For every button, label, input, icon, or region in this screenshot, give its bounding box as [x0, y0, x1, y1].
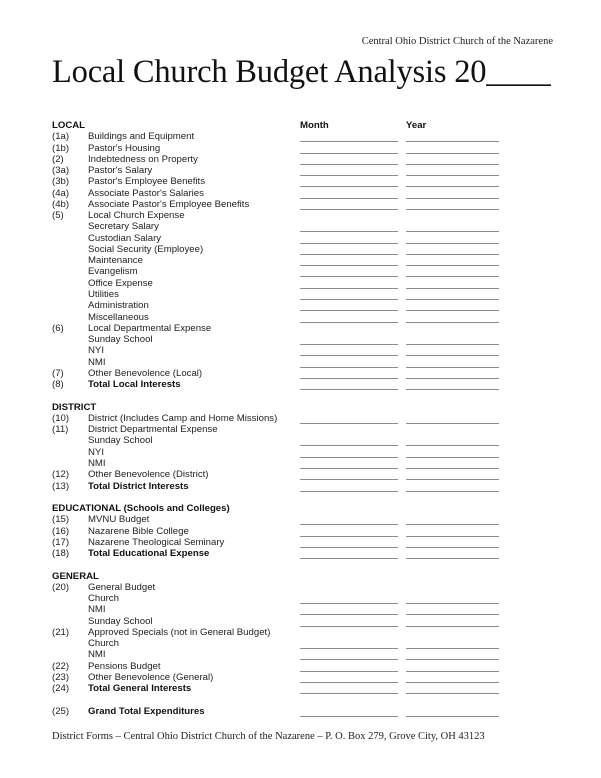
- item-number: (10): [52, 412, 70, 424]
- item-label: Indebtedness on Property: [88, 153, 198, 165]
- item-number: (3a): [52, 165, 70, 177]
- item-label: Nazarene Theological Seminary: [88, 536, 225, 548]
- page-title: Local Church Budget Analysis 20____: [52, 54, 551, 90]
- item-label: Church: [88, 638, 119, 650]
- section-heading: GENERAL: [52, 570, 99, 582]
- month-column-header: Month: [300, 120, 329, 131]
- item-label: Social Security (Employee): [88, 243, 204, 255]
- budget-row: [52, 548, 512, 559]
- item-label: Total General Interests: [88, 683, 192, 695]
- item-label: Total Educational Expense: [88, 548, 210, 560]
- budget-row: [52, 199, 512, 210]
- budget-row: [52, 289, 512, 300]
- budget-row: [52, 176, 512, 187]
- section-heading: DISTRICT: [52, 401, 97, 413]
- budget-row: [52, 447, 512, 458]
- item-number: (20): [52, 581, 70, 593]
- item-label: Associate Pastor's Salaries: [88, 187, 204, 199]
- item-label: Total District Interests: [88, 480, 189, 492]
- budget-row: [52, 143, 512, 154]
- item-number: (16): [52, 525, 70, 537]
- budget-row: [52, 188, 512, 199]
- item-number: (6): [52, 322, 64, 334]
- section-heading-row: [52, 503, 512, 514]
- item-number: (8): [52, 379, 64, 391]
- budget-row: [52, 154, 512, 165]
- budget-row: [52, 255, 512, 266]
- budget-row: [52, 131, 512, 142]
- item-label: Secretary Salary: [88, 221, 159, 233]
- section-spacer: [52, 390, 512, 401]
- budget-row: [52, 593, 512, 604]
- item-label: Local Departmental Expense: [88, 322, 212, 334]
- budget-row: [52, 458, 512, 469]
- budget-row: [52, 210, 512, 221]
- item-number: (11): [52, 424, 69, 436]
- budget-row: [52, 300, 512, 311]
- budget-form: [52, 120, 512, 717]
- budget-row: [52, 616, 512, 627]
- organization-name: Central Ohio District Church of the Nazarene: [361, 36, 553, 47]
- section-heading: EDUCATIONAL (Schools and Colleges): [52, 503, 230, 515]
- item-label: NMI: [88, 604, 106, 616]
- item-label: Other Benevolence (Local): [88, 367, 203, 379]
- item-label: General Budget: [88, 581, 156, 593]
- item-label: Church: [88, 593, 119, 605]
- item-label: Grand Total Expenditures: [88, 705, 205, 717]
- budget-row: [52, 312, 512, 323]
- item-label: District Departmental Expense: [88, 424, 218, 436]
- item-number: (18): [52, 548, 70, 560]
- budget-row: [52, 537, 512, 548]
- item-label: Nazarene Bible College: [88, 525, 189, 537]
- budget-row: [52, 604, 512, 615]
- item-number: (4b): [52, 198, 70, 210]
- section-heading-row: [52, 402, 512, 413]
- item-label: Buildings and Equipment: [88, 131, 195, 143]
- budget-row: [52, 627, 512, 638]
- item-number: (23): [52, 672, 70, 684]
- item-number: (12): [52, 469, 70, 481]
- budget-row: [52, 526, 512, 537]
- item-label: NYI: [88, 345, 104, 357]
- item-number: (21): [52, 626, 70, 638]
- year-entry-line[interactable]: [406, 716, 499, 717]
- footer-text: District Forms – Central Ohio District Church of the Nazarene – P. O. Box 279, Grove City, OH 43123: [52, 731, 485, 742]
- budget-row: [52, 334, 512, 345]
- budget-row: [52, 661, 512, 672]
- item-number: (17): [52, 536, 70, 548]
- budget-row: [52, 481, 512, 492]
- item-label: Pastor's Employee Benefits: [88, 176, 206, 188]
- section-heading-row: [52, 571, 512, 582]
- item-number: (7): [52, 367, 64, 379]
- item-label: Local Church Expense: [88, 210, 185, 222]
- budget-row: [52, 683, 512, 694]
- item-label: MVNU Budget: [88, 514, 150, 526]
- item-number: (25): [52, 705, 70, 717]
- budget-row: [52, 221, 512, 232]
- item-label: Miscellaneous: [88, 311, 149, 323]
- item-label: Sunday School: [88, 334, 153, 346]
- item-label: Pensions Budget: [88, 660, 161, 672]
- item-number: (2): [52, 153, 64, 165]
- item-number: (1b): [52, 142, 70, 154]
- item-number: (5): [52, 210, 64, 222]
- budget-row: [52, 357, 512, 368]
- item-number: (3b): [52, 176, 70, 188]
- item-label: Other Benevolence (District): [88, 469, 209, 481]
- month-entry-line[interactable]: [300, 716, 398, 717]
- item-label: NMI: [88, 649, 106, 661]
- budget-row: [52, 649, 512, 660]
- item-label: Associate Pastor's Employee Benefits: [88, 198, 250, 210]
- item-label: NMI: [88, 457, 106, 469]
- budget-row: [52, 413, 512, 424]
- budget-row: [52, 424, 512, 435]
- item-number: (13): [52, 480, 70, 492]
- section-spacer: [52, 492, 512, 503]
- section-heading: LOCAL: [52, 120, 86, 131]
- budget-row: [52, 379, 512, 390]
- item-label: NYI: [88, 446, 104, 458]
- item-label: Pastor's Housing: [88, 142, 161, 154]
- budget-row: [52, 278, 512, 289]
- budget-row: [52, 435, 512, 446]
- budget-row: [52, 469, 512, 480]
- item-label: District (Includes Camp and Home Missions): [88, 412, 278, 424]
- item-number: (4a): [52, 187, 70, 199]
- budget-row: [52, 672, 512, 683]
- section-heading-row: [52, 120, 512, 131]
- item-number: (24): [52, 683, 70, 695]
- budget-row: [52, 368, 512, 379]
- grand-total-row: [52, 706, 512, 717]
- budget-row: [52, 514, 512, 525]
- budget-row: [52, 233, 512, 244]
- budget-row: [52, 345, 512, 356]
- budget-row: [52, 323, 512, 334]
- budget-row: [52, 638, 512, 649]
- budget-row: [52, 165, 512, 176]
- budget-row: [52, 582, 512, 593]
- section-spacer: [52, 559, 512, 570]
- item-number: (22): [52, 660, 70, 672]
- item-label: NMI: [88, 356, 106, 368]
- item-label: Other Benevolence (General): [88, 672, 214, 684]
- budget-row: [52, 266, 512, 277]
- item-number: (15): [52, 514, 70, 526]
- item-label: Total Local Interests: [88, 379, 181, 391]
- item-label: Sunday School: [88, 615, 153, 627]
- item-label: Office Expense: [88, 277, 153, 289]
- item-label: Custodian Salary: [88, 232, 162, 244]
- section-spacer: [52, 695, 512, 706]
- item-label: Evangelism: [88, 266, 138, 278]
- item-label: Pastor's Salary: [88, 165, 153, 177]
- item-number: (1a): [52, 131, 70, 143]
- item-label: Maintenance: [88, 255, 143, 267]
- item-label: Utilities: [88, 288, 119, 300]
- budget-row: [52, 244, 512, 255]
- item-label: Administration: [88, 300, 149, 312]
- item-label: Sunday School: [88, 435, 153, 447]
- item-label: Approved Specials (not in General Budget): [88, 626, 271, 638]
- year-column-header: Year: [406, 120, 427, 131]
